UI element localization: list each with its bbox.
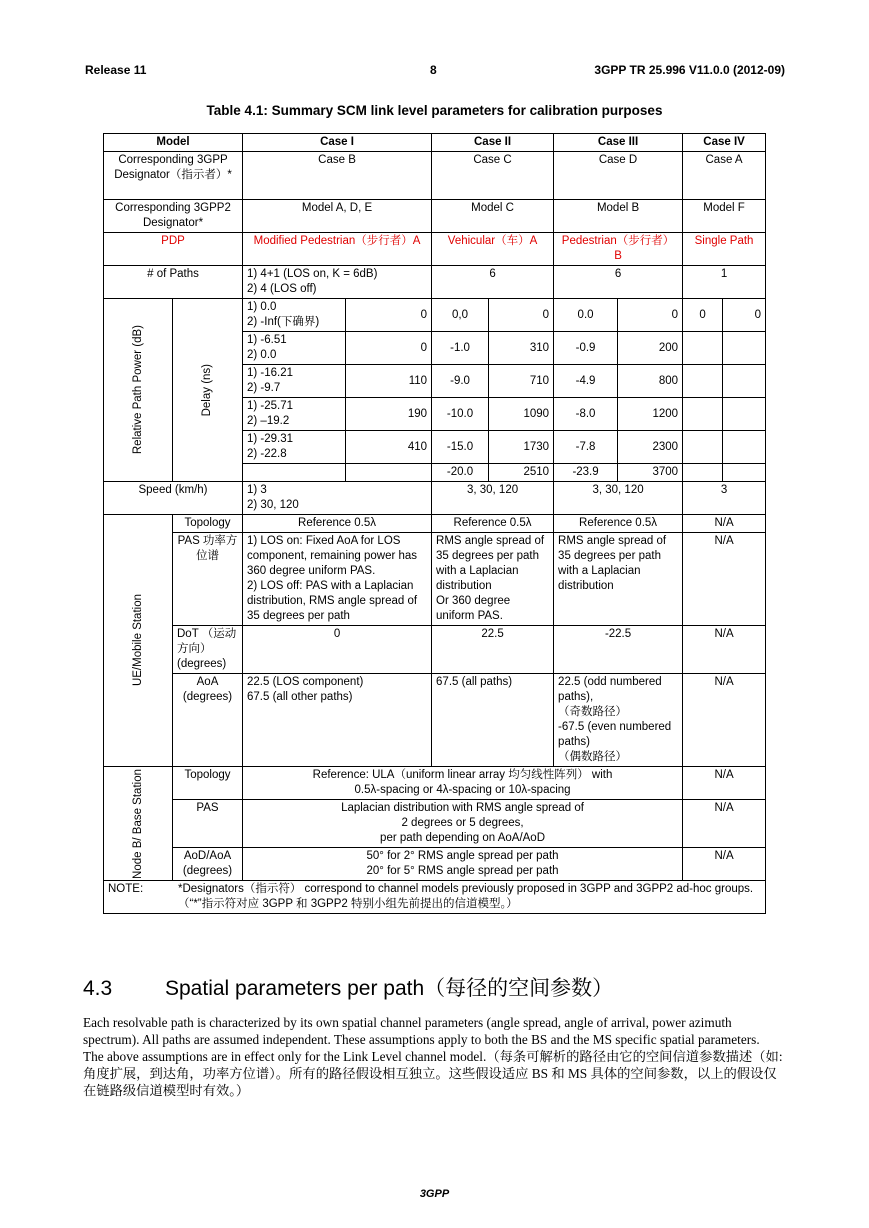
delay-c4 [723,398,766,431]
delay-c2: 310 [489,332,554,365]
row-3gpp-designator [104,152,766,200]
power-c1: 1) -29.31 2) -22.8 [243,431,346,464]
cell-ue-topology-c1: Reference 0.5λ [243,515,432,533]
cell-paths-c2: 6 [432,266,554,299]
power-c3: -4.9 [554,365,618,398]
cell-ue-pas-c4: N/A [683,533,766,626]
delay-c1: 0 [346,332,432,365]
cell-pdp-c1: Modified Pedestrian（步行者）A [243,233,432,266]
row-ue-dot [104,626,766,674]
label-ue-pas: PAS 功率方位谱 [173,533,243,626]
cell-3gpp2-c2: Model C [432,200,554,233]
delay-c2: 1730 [489,431,554,464]
row-speed [104,482,766,515]
ue-label-cell [104,515,173,767]
cell-pdp-c4: Single Path [683,233,766,266]
cell-bs-pas: Laplacian distribution with RMS angle spread of 2 degrees or 5 degrees, per path depending on AoA/AoD [243,800,683,848]
delay-c4 [723,464,766,482]
rpp-label-cell [104,299,173,482]
cell-3gpp-c2: Case C [432,152,554,200]
header-doc-id: 3GPP TR 25.996 V11.0.0 (2012-09) [594,63,785,77]
cell-ue-topology-c4: N/A [683,515,766,533]
delay-c2: 1090 [489,398,554,431]
row-pdp [104,233,766,266]
cell-ue-aoa-c4: N/A [683,674,766,767]
label-ue-dot: DoT （运动方向）(degrees) [173,626,243,674]
delay-c1: 410 [346,431,432,464]
label-bs-pas: PAS [173,800,243,848]
cell-speed-c3: 3, 30, 120 [554,482,683,515]
section-number: 4.3 [83,977,113,1000]
cell-ue-aoa-c3: 22.5 (odd numbered paths), （奇数路径） -67.5 (even numbered paths) （偶数路径） [554,674,683,767]
cell-bs-pas-c4: N/A [683,800,766,848]
col-header-case-1: Case I [243,134,432,152]
delay-label-cell [173,299,243,482]
label-3gpp2-designator: Corresponding 3GPP2 Designator* [104,200,243,233]
row-bs-aod [104,848,766,881]
delay-c2: 2510 [489,464,554,482]
label-num-paths: # of Paths [104,266,243,299]
note-text: *Designators（指示符） correspond to channel models previously proposed in 3GPP and 3GPP2 ad-hoc groups.（“*”指示符对应 3GPP 和 3GPP2 特别小组先前提出的信道模型。） [178,883,754,910]
label-3gpp-designator: Corresponding 3GPP Designator（指示者）* [104,152,243,200]
power-c2: -15.0 [432,431,489,464]
cell-bs-topology: Reference: ULA（uniform linear array 均匀线性阵列） with 0.5λ-spacing or 4λ-spacing or 10λ-spacing [243,767,683,800]
delay-c1 [346,464,432,482]
power-c2: -9.0 [432,365,489,398]
power-c1: 1) -16.21 2) -9.7 [243,365,346,398]
delay-c1: 110 [346,365,432,398]
row-ue-pas [104,533,766,626]
note-label: NOTE: [108,883,144,895]
label-pdp: PDP [104,233,243,266]
cell-ue-aoa-c2: 67.5 (all paths) [432,674,554,767]
cell-bs-topology-c4: N/A [683,767,766,800]
delay-c1: 190 [346,398,432,431]
delay-c2: 710 [489,365,554,398]
power-c1: 1) 0.0 2) -Inf(下确界) [243,299,346,332]
delay-c4: 0 [723,299,766,332]
power-c4 [683,464,723,482]
delay-c2: 0 [489,299,554,332]
cell-ue-dot-c4: N/A [683,626,766,674]
cell-speed-c1: 1) 3 2) 30, 120 [243,482,432,515]
delay-c3: 200 [618,332,683,365]
power-c4: 0 [683,299,723,332]
table-header-row [104,134,766,152]
cell-ue-topology-c2: Reference 0.5λ [432,515,554,533]
delay-c4 [723,332,766,365]
row-note [104,881,766,914]
power-c3: -23.9 [554,464,618,482]
power-c1: 1) -25.71 2) –19.2 [243,398,346,431]
footer-3gpp: 3GPP [419,1188,450,1200]
label-ue-aoa: AoA (degrees) [173,674,243,767]
cell-ue-topology-c3: Reference 0.5λ [554,515,683,533]
cell-ue-aoa-c1: 22.5 (LOS component) 67.5 (all other paths) [243,674,432,767]
cell-pdp-c3: Pedestrian（步行者）B [554,233,683,266]
delay-c3: 1200 [618,398,683,431]
delay-c3: 800 [618,365,683,398]
delay-c4 [723,365,766,398]
delay-c3: 2300 [618,431,683,464]
power-row [104,299,766,332]
relative-path-power-label: Relative Path Power (dB) [131,325,144,455]
power-c4 [683,365,723,398]
power-c4 [683,332,723,365]
power-c3: 0.0 [554,299,618,332]
delay-c3: 0 [618,299,683,332]
cell-3gpp2-c4: Model F [683,200,766,233]
label-speed: Speed (km/h) [104,482,243,515]
delay-c3: 3700 [618,464,683,482]
scm-parameters-table [103,133,766,914]
header-page-number: 8 [430,63,437,77]
row-bs-topology [104,767,766,800]
power-c4 [683,431,723,464]
cell-ue-pas-c3: RMS angle spread of 35 degrees per path with a Laplacian distribution [554,533,683,626]
label-ue-topology: Topology [173,515,243,533]
power-c2: 0,0 [432,299,489,332]
power-c2: -10.0 [432,398,489,431]
cell-ue-pas-c2: RMS angle spread of 35 degrees per path with a Laplacian distribution Or 360 degree uniform PAS. [432,533,554,626]
bs-label-cell [104,767,173,881]
cell-speed-c2: 3, 30, 120 [432,482,554,515]
col-header-case-2: Case II [432,134,554,152]
row-num-paths [104,266,766,299]
delay-c4 [723,431,766,464]
col-header-model: Model [104,134,243,152]
cell-ue-dot-c3: -22.5 [554,626,683,674]
cell-paths-c1: 1) 4+1 (LOS on, K = 6dB) 2) 4 (LOS off) [243,266,432,299]
cell-speed-c4: 3 [683,482,766,515]
cell-3gpp-c3: Case D [554,152,683,200]
table-caption: Table 4.1: Summary SCM link level parameters for calibration purposes [206,103,663,118]
cell-paths-c4: 1 [683,266,766,299]
row-bs-pas [104,800,766,848]
cell-ue-dot-c1: 0 [243,626,432,674]
power-c4 [683,398,723,431]
row-ue-aoa [104,674,766,767]
cell-3gpp2-c3: Model B [554,200,683,233]
cell-3gpp-c1: Case B [243,152,432,200]
cell-pdp-c2: Vehicular（车）A [432,233,554,266]
cell-3gpp2-c1: Model A, D, E [243,200,432,233]
power-c1 [243,464,346,482]
section-heading [83,972,613,1002]
row-ue-topology [104,515,766,533]
cell-ue-dot-c2: 22.5 [432,626,554,674]
power-c1: 1) -6.51 2) 0.0 [243,332,346,365]
col-header-case-4: Case IV [683,134,766,152]
power-c3: -8.0 [554,398,618,431]
power-c3: -0.9 [554,332,618,365]
body-paragraph: Each resolvable path is characterized by its own spatial channel parameters (angle spread, angle of arrival, power azimuth spectrum). All paths are assumed independent. These assumptions apply to both the BS and the MS specific spatial parameters. The above assumptions are in effect only for the Link Level channel model.（每条可解析的路径由它的空间信道参数描述（如:角度扩展，到达角，功率方位谱）。所有的路径假设相互独立。这些假设适应 BS 和 MS 具体的空间参数，以上的假设仅在链路级信道模型时有效。） [83,1015,783,1098]
cell-bs-aod-c4: N/A [683,848,766,881]
header-release: Release 11 [85,63,147,77]
power-c3: -7.8 [554,431,618,464]
node-b-base-station-label: Node B/ Base Station [131,768,144,879]
label-bs-topology: Topology [173,767,243,800]
row-3gpp2-designator [104,200,766,233]
note-cell [104,881,766,914]
cell-bs-aod: 50° for 2° RMS angle spread per path 20° for 5° RMS angle spread per path [243,848,683,881]
col-header-case-3: Case III [554,134,683,152]
power-c2: -20.0 [432,464,489,482]
power-c2: -1.0 [432,332,489,365]
ue-mobile-station-label: UE/Mobile Station [131,594,144,687]
delay-c1: 0 [346,299,432,332]
cell-ue-pas-c1: 1) LOS on: Fixed AoA for LOS component, remaining power has 360 degree uniform PAS. 2) LOS off: PAS with a Laplacian distribution, RMS angle spread of 35 degrees per path [243,533,432,626]
delay-label: Delay (ns) [201,363,213,417]
section-title: Spatial parameters per path（每径的空间参数） [165,977,614,1000]
cell-3gpp-c4: Case A [683,152,766,200]
label-bs-aod: AoD/AoA (degrees) [173,848,243,881]
cell-paths-c3: 6 [554,266,683,299]
